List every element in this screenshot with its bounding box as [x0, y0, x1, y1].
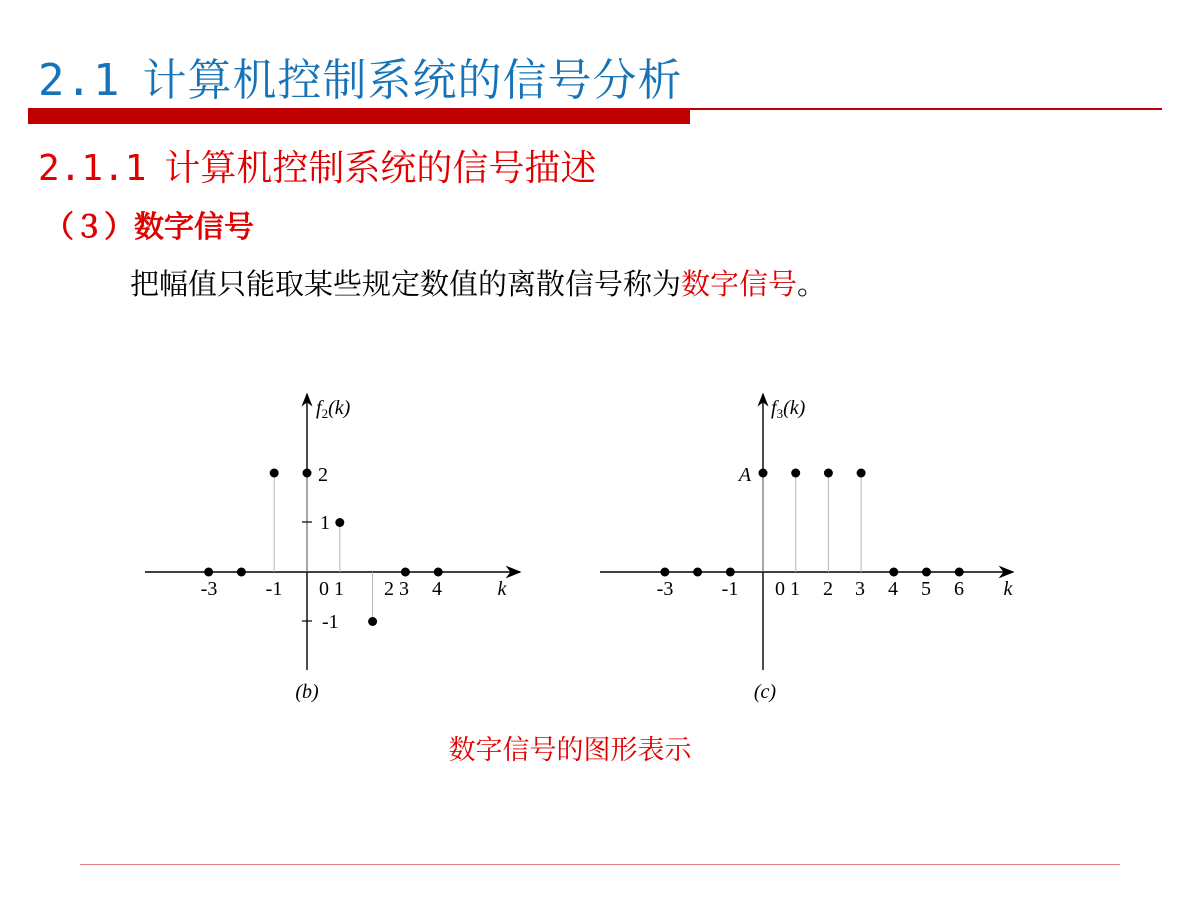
definition-highlight: 数字信号 [681, 267, 798, 301]
footer-rule [80, 864, 1120, 865]
data-point-k1 [335, 518, 344, 527]
x-tick-label: 5 [921, 578, 931, 600]
stems [763, 473, 861, 572]
figure-c [595, 380, 1035, 720]
x-tick-label: 3 [399, 578, 409, 600]
data-point-k1 [791, 469, 800, 478]
data-point-k3 [857, 469, 866, 478]
x-tick-label: -1 [265, 578, 283, 600]
figure-label: (c) [753, 681, 777, 703]
x-tick-label: 0 [319, 578, 329, 600]
data-point-k2 [368, 617, 377, 626]
y-tick-label: 2 [318, 464, 328, 486]
x-tick-label: -3 [656, 578, 674, 600]
x-tick-label: -3 [200, 578, 218, 600]
data-points [204, 469, 443, 627]
y-tick-label: -1 [322, 611, 339, 633]
data-points [660, 469, 963, 577]
x-axis-label: k [497, 578, 507, 600]
section-label: （３）数字信号 [44, 210, 254, 245]
title-text: 计算机控制系统的信号分析 [142, 55, 683, 106]
data-point-k4 [889, 568, 898, 577]
data-point-k-2 [237, 568, 246, 577]
x-tick-label: 2 [823, 578, 833, 600]
definition-text [130, 262, 826, 303]
x-tick-label: 3 [855, 578, 865, 600]
subsection-title [38, 140, 596, 191]
data-point-k4 [434, 568, 443, 577]
definition-after: 。 [797, 267, 827, 301]
x-tick-label: 2 [384, 578, 394, 600]
page-title [38, 44, 682, 108]
x-tick-label: 1 [790, 578, 800, 600]
y-axis-label: $f_3(k)$ [771, 397, 806, 421]
data-point-k-3 [204, 568, 213, 577]
y-axis-label: $f_2(k)$ [316, 397, 351, 421]
data-point-k0 [759, 469, 768, 478]
x-tick-label: 0 [775, 578, 785, 600]
figure-b [140, 380, 540, 720]
header-rule-thick [28, 110, 690, 124]
x-tick-label: 6 [954, 578, 964, 600]
subsection-number: 2.1.1 [38, 148, 147, 189]
x-tick-label: -1 [721, 578, 739, 600]
definition-before: 把幅值只能取某些规定数值的离散信号称为 [130, 267, 682, 301]
figure-label: (b) [295, 681, 319, 703]
figure-caption: 数字信号的图形表示 [448, 735, 692, 766]
x-tick-label: 4 [432, 578, 442, 600]
data-point-k2 [824, 469, 833, 478]
data-point-k-1 [270, 469, 279, 478]
y-tick-label: 1 [320, 512, 330, 534]
data-point-k-3 [660, 568, 669, 577]
data-point-k0 [303, 469, 312, 478]
data-point-k3 [401, 568, 410, 577]
amplitude-label: A [738, 464, 752, 486]
data-point-k-1 [726, 568, 735, 577]
x-tick-label: 4 [888, 578, 898, 600]
title-number: 2.1 [38, 55, 121, 106]
data-point-k-2 [693, 568, 702, 577]
subsection-text: 计算机控制系统的信号描述 [164, 148, 597, 189]
x-tick-label: 1 [334, 578, 344, 600]
data-point-k6 [955, 568, 964, 577]
data-point-k5 [922, 568, 931, 577]
x-axis-label: k [1003, 578, 1013, 600]
